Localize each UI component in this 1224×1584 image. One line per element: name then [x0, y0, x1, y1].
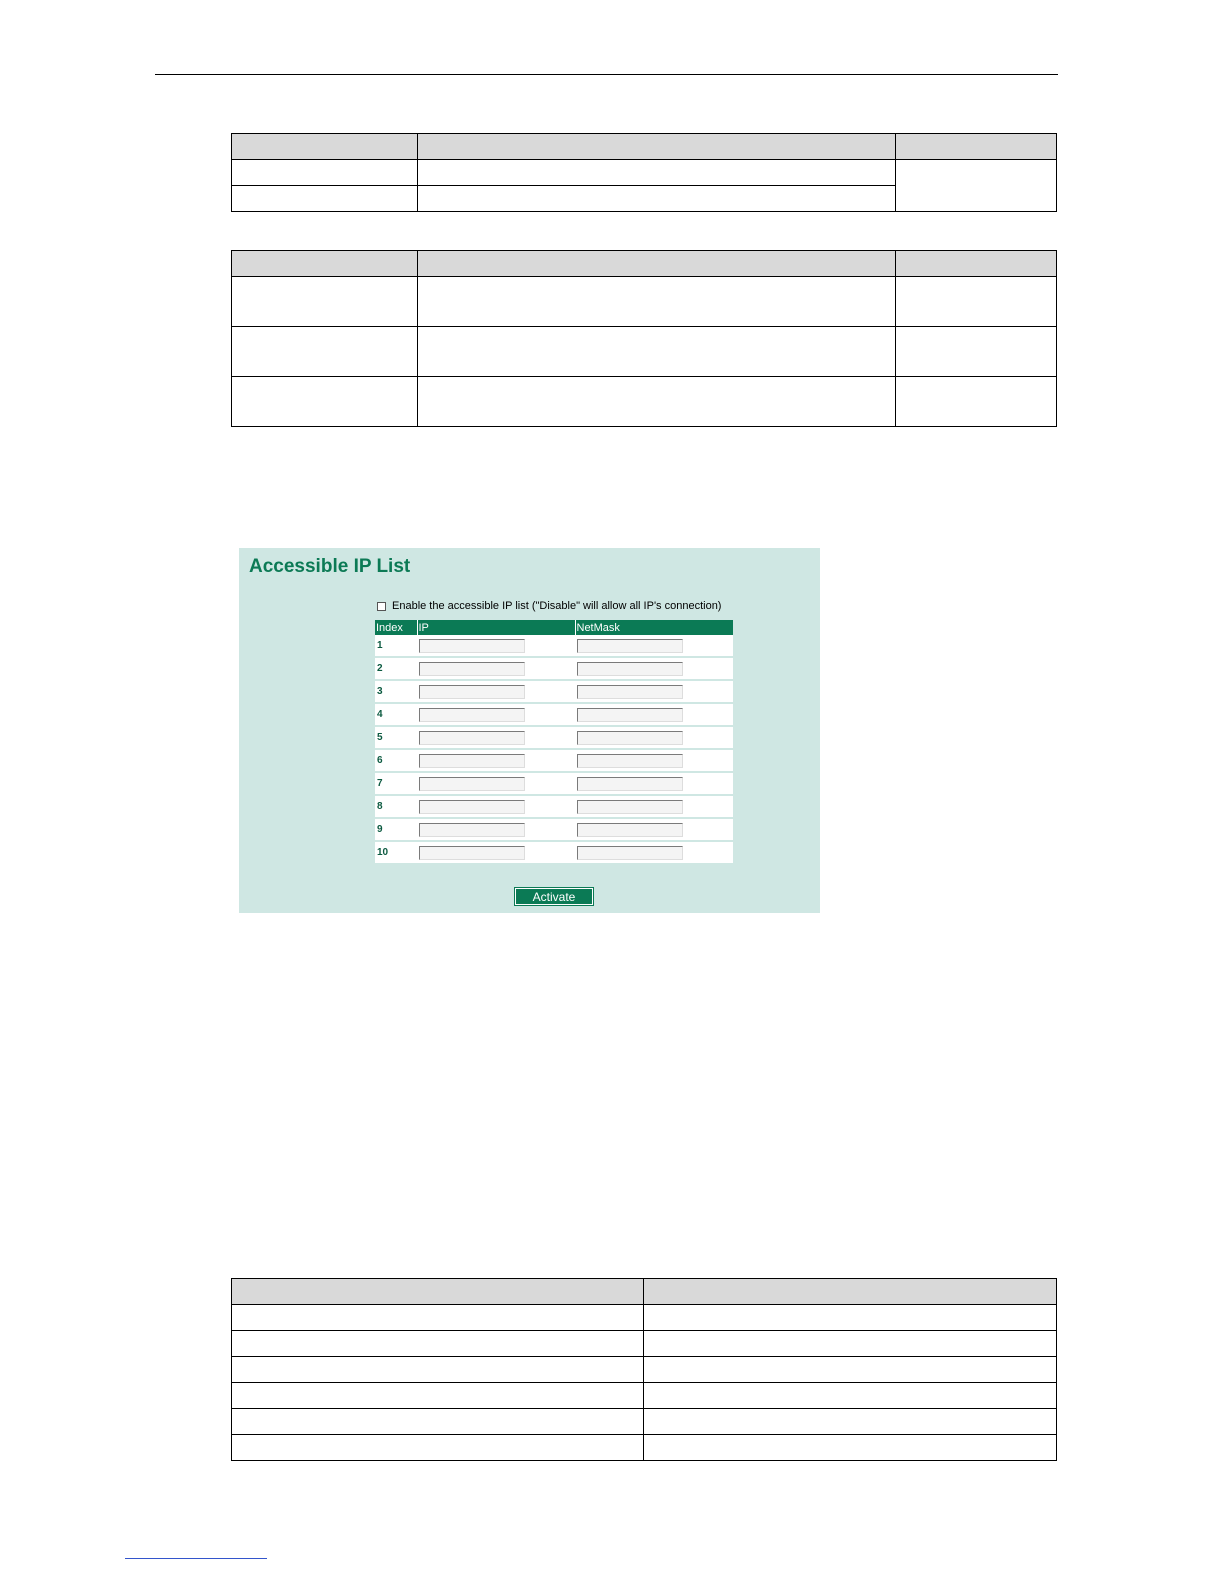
- table-row: [232, 1435, 1057, 1461]
- row-index: 5: [375, 726, 417, 749]
- ip-cell: [417, 657, 575, 680]
- enable-checkbox[interactable]: [377, 602, 386, 611]
- row-index: 3: [375, 680, 417, 703]
- ip-row: [375, 726, 733, 749]
- netmask-cell: [575, 818, 733, 841]
- table-row: [232, 377, 1057, 427]
- ip-row: [375, 841, 733, 864]
- netmask-input[interactable]: [577, 823, 683, 837]
- settings-table-3: [231, 1278, 1057, 1461]
- netmask-cell: [575, 772, 733, 795]
- ip-input[interactable]: [419, 823, 525, 837]
- column-header-netmask: NetMask: [575, 620, 733, 635]
- table-row: [232, 327, 1057, 377]
- ip-cell: [417, 841, 575, 864]
- ip-row: [375, 657, 733, 680]
- netmask-cell: [575, 635, 733, 657]
- netmask-cell: [575, 703, 733, 726]
- ip-input[interactable]: [419, 685, 525, 699]
- table-header-row: [232, 1279, 1057, 1305]
- table-row: [232, 1383, 1057, 1409]
- accessible-ip-list-screenshot: [239, 548, 820, 913]
- activate-button[interactable]: Activate: [515, 888, 593, 905]
- ip-input[interactable]: [419, 639, 525, 653]
- netmask-cell: [575, 841, 733, 864]
- netmask-input[interactable]: [577, 731, 683, 745]
- ip-input[interactable]: [419, 800, 525, 814]
- row-index: 10: [375, 841, 417, 864]
- header-rule: [155, 74, 1058, 75]
- table-header-row: [232, 134, 1057, 160]
- table-header-row: [232, 251, 1057, 277]
- row-index: 2: [375, 657, 417, 680]
- table-row: [232, 160, 1057, 186]
- row-index: 6: [375, 749, 417, 772]
- netmask-cell: [575, 657, 733, 680]
- settings-table-1: [231, 133, 1057, 212]
- ip-cell: [417, 635, 575, 657]
- ip-input[interactable]: [419, 708, 525, 722]
- ip-cell: [417, 772, 575, 795]
- ip-cell: [417, 749, 575, 772]
- ip-table-header: [375, 620, 733, 635]
- netmask-input[interactable]: [577, 754, 683, 768]
- ip-row: [375, 703, 733, 726]
- ip-row: [375, 749, 733, 772]
- ip-cell: [417, 795, 575, 818]
- settings-table-2: [231, 250, 1057, 427]
- ip-list-table: [375, 620, 733, 865]
- netmask-input[interactable]: [577, 777, 683, 791]
- netmask-cell: [575, 795, 733, 818]
- netmask-cell: [575, 749, 733, 772]
- table-row: [232, 1409, 1057, 1435]
- netmask-input[interactable]: [577, 685, 683, 699]
- ip-input[interactable]: [419, 846, 525, 860]
- ip-row: [375, 635, 733, 657]
- row-index: 7: [375, 772, 417, 795]
- netmask-input[interactable]: [577, 662, 683, 676]
- netmask-input[interactable]: [577, 800, 683, 814]
- enable-label: Enable the accessible IP list ("Disable" will allow all IP's connection): [392, 600, 722, 612]
- ip-row: [375, 680, 733, 703]
- netmask-input[interactable]: [577, 708, 683, 722]
- ip-row: [375, 818, 733, 841]
- ip-cell: [417, 703, 575, 726]
- ip-cell: [417, 818, 575, 841]
- enable-row: [377, 600, 721, 612]
- ip-input[interactable]: [419, 777, 525, 791]
- row-index: 4: [375, 703, 417, 726]
- ip-input[interactable]: [419, 754, 525, 768]
- footnote-rule: [125, 1558, 267, 1559]
- column-header-index: Index: [375, 620, 417, 635]
- ip-input[interactable]: [419, 662, 525, 676]
- row-index: 1: [375, 635, 417, 657]
- ip-input[interactable]: [419, 731, 525, 745]
- netmask-cell: [575, 726, 733, 749]
- row-index: 9: [375, 818, 417, 841]
- ip-cell: [417, 726, 575, 749]
- row-index: 8: [375, 795, 417, 818]
- table-row: [232, 277, 1057, 327]
- netmask-cell: [575, 680, 733, 703]
- table-row: [232, 1357, 1057, 1383]
- netmask-input[interactable]: [577, 846, 683, 860]
- ip-row: [375, 795, 733, 818]
- netmask-input[interactable]: [577, 639, 683, 653]
- column-header-ip: IP: [417, 620, 575, 635]
- ip-row: [375, 772, 733, 795]
- ip-cell: [417, 680, 575, 703]
- table-row: [232, 1331, 1057, 1357]
- page-title: Accessible IP List: [249, 556, 411, 577]
- table-row: [232, 1305, 1057, 1331]
